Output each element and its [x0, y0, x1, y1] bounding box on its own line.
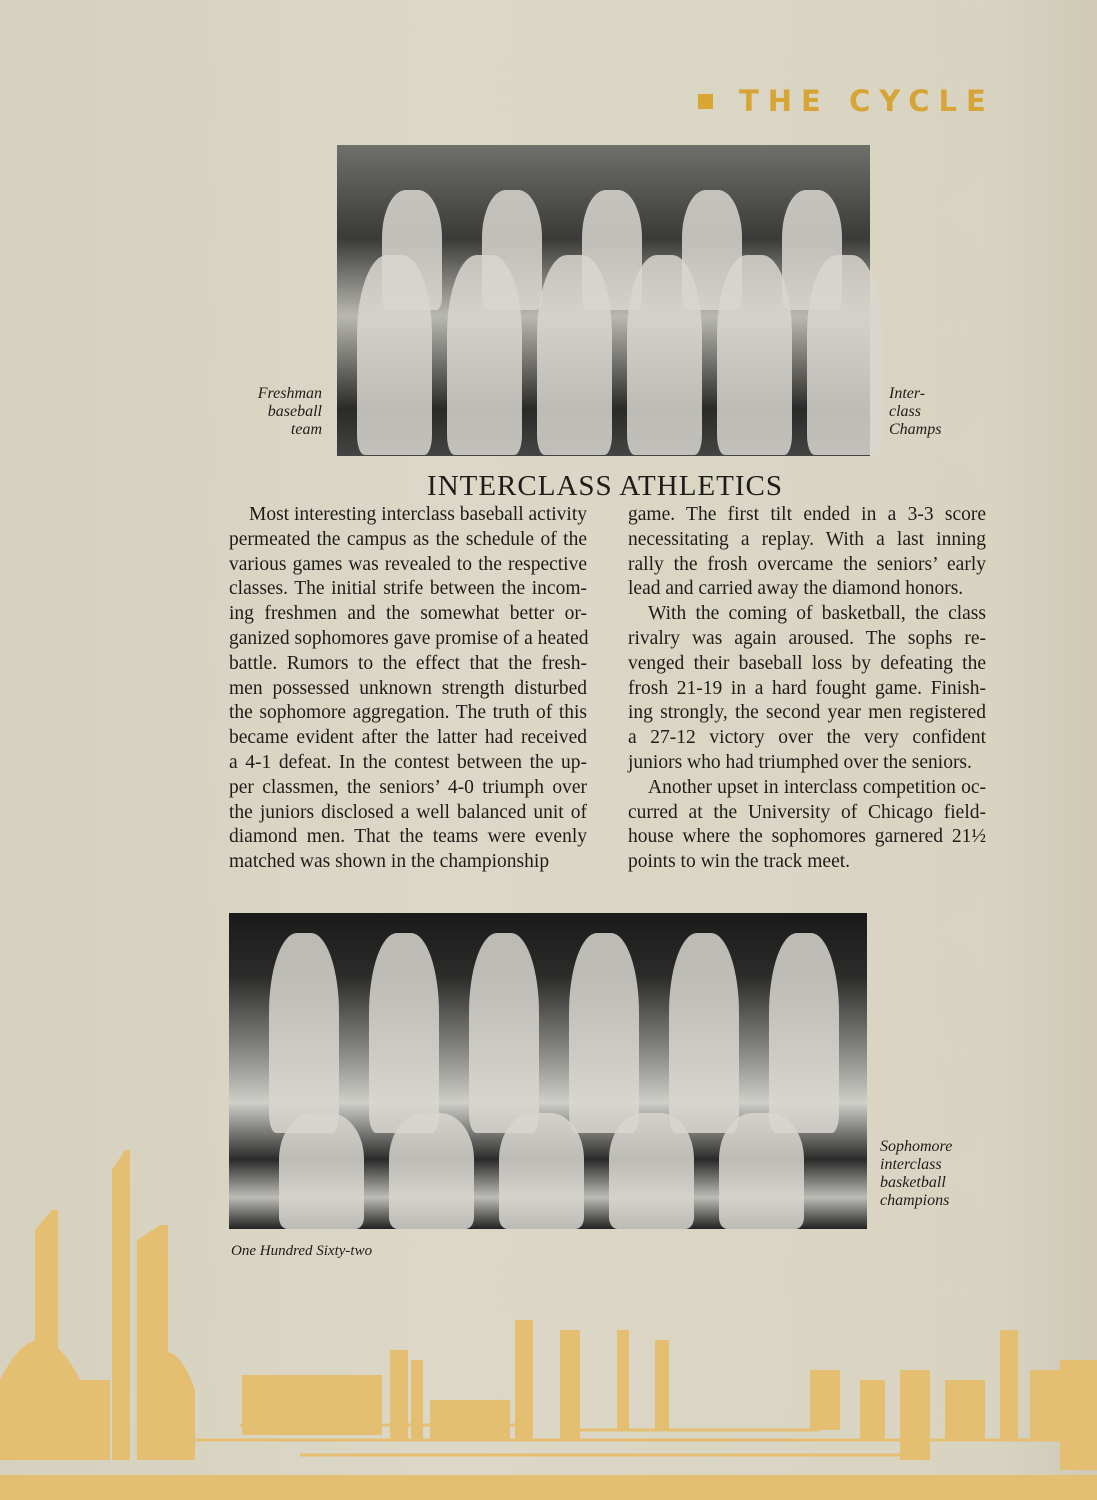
player-figure	[269, 933, 339, 1133]
text-line: lead and carried away the diamond honors.	[628, 578, 964, 600]
article-column-2	[628, 503, 986, 875]
square-ornament-icon	[698, 94, 713, 109]
article-title: INTERCLASS ATHLETICS	[427, 470, 783, 502]
text-line: frosh 21-19 in a hard fought game. Finish-	[628, 677, 986, 699]
text-line: Another upset in interclass competition oc-	[648, 776, 986, 798]
caption-line: Inter-	[889, 385, 926, 402]
text-line: became evident after the latter had received	[229, 727, 587, 749]
caption-line: Freshman	[257, 385, 322, 402]
text-line: venged their baseball loss by defeating the	[628, 652, 986, 674]
text-line: diamond men. That the teams were evenly	[229, 826, 587, 848]
text-line: per classmen, the seniors’ 4-0 triumph over	[229, 776, 587, 798]
player-figure	[469, 933, 539, 1133]
player-figure	[717, 255, 792, 455]
text-line: classes. The initial strife between the incom-	[229, 578, 587, 600]
city-skyline-illustration	[0, 1150, 1097, 1500]
text-line: rally the frosh overcame the seniors’ early	[628, 553, 986, 575]
running-header	[698, 84, 995, 118]
caption-line: interclass	[880, 1156, 942, 1173]
text-line: men possessed unknown strength disturbed	[229, 677, 587, 699]
photo-caption-right	[889, 385, 941, 439]
caption-line: baseball	[267, 403, 322, 420]
text-line: matched was shown in the championship	[229, 851, 550, 873]
player-figure	[769, 933, 839, 1133]
text-line: points to win the track meet.	[628, 851, 851, 873]
text-line: Most interesting interclass baseball activity	[249, 504, 587, 525]
text-line: juniors who had triumphed over the seniors.	[628, 751, 972, 773]
player-figure	[447, 255, 522, 455]
player-figure	[537, 255, 612, 455]
text-line: house where the sophomores garnered 21½	[628, 826, 986, 848]
text-line: ganized sophomores gave promise of a heated	[229, 627, 589, 649]
caption-line: basketball	[880, 1174, 946, 1191]
photo-caption-left	[200, 385, 322, 439]
player-figure	[627, 255, 702, 455]
text-line: a 27-12 victory over the very confident	[628, 727, 986, 749]
text-line: ing strongly, the second year men registered	[628, 702, 986, 724]
header-title: THE CYCLE	[739, 84, 995, 118]
text-line: the sophomore aggregation. The truth of this	[229, 702, 587, 724]
caption-line: Champs	[889, 421, 942, 438]
text-line: various games was revealed to the respective	[229, 553, 587, 575]
text-line: battle. Rumors to the effect that the fresh-	[229, 652, 587, 674]
text-line: With the coming of basketball, the class	[648, 603, 986, 625]
caption-line: class	[889, 403, 921, 420]
player-figure	[357, 255, 432, 455]
caption-line: team	[290, 421, 322, 438]
player-figure	[369, 933, 439, 1133]
text-line: curred at the University of Chicago field-	[628, 801, 986, 823]
freshman-baseball-team-photo	[337, 145, 870, 456]
text-line: ing freshmen and the somewhat better or-	[229, 603, 587, 625]
text-line: permeated the campus as the schedule of the	[229, 528, 587, 550]
player-figure	[569, 933, 639, 1133]
text-line: the juniors disclosed a well balanced unit of	[229, 801, 587, 823]
text-line: necessitating a replay. With a last inning	[628, 528, 986, 550]
player-figure	[807, 255, 882, 455]
page-number: One Hundred Sixty-two	[231, 1243, 373, 1259]
text-line: rivalry was again aroused. The sophs re-	[628, 627, 986, 649]
player-figure	[669, 933, 739, 1133]
text-line: game. The first tilt ended in a 3-3 score	[628, 504, 986, 525]
text-line: a 4-1 defeat. In the contest between the up-	[229, 751, 587, 773]
caption-line: champions	[880, 1192, 950, 1209]
caption-line: Sophomore	[880, 1138, 953, 1155]
article-column-1	[229, 503, 587, 875]
